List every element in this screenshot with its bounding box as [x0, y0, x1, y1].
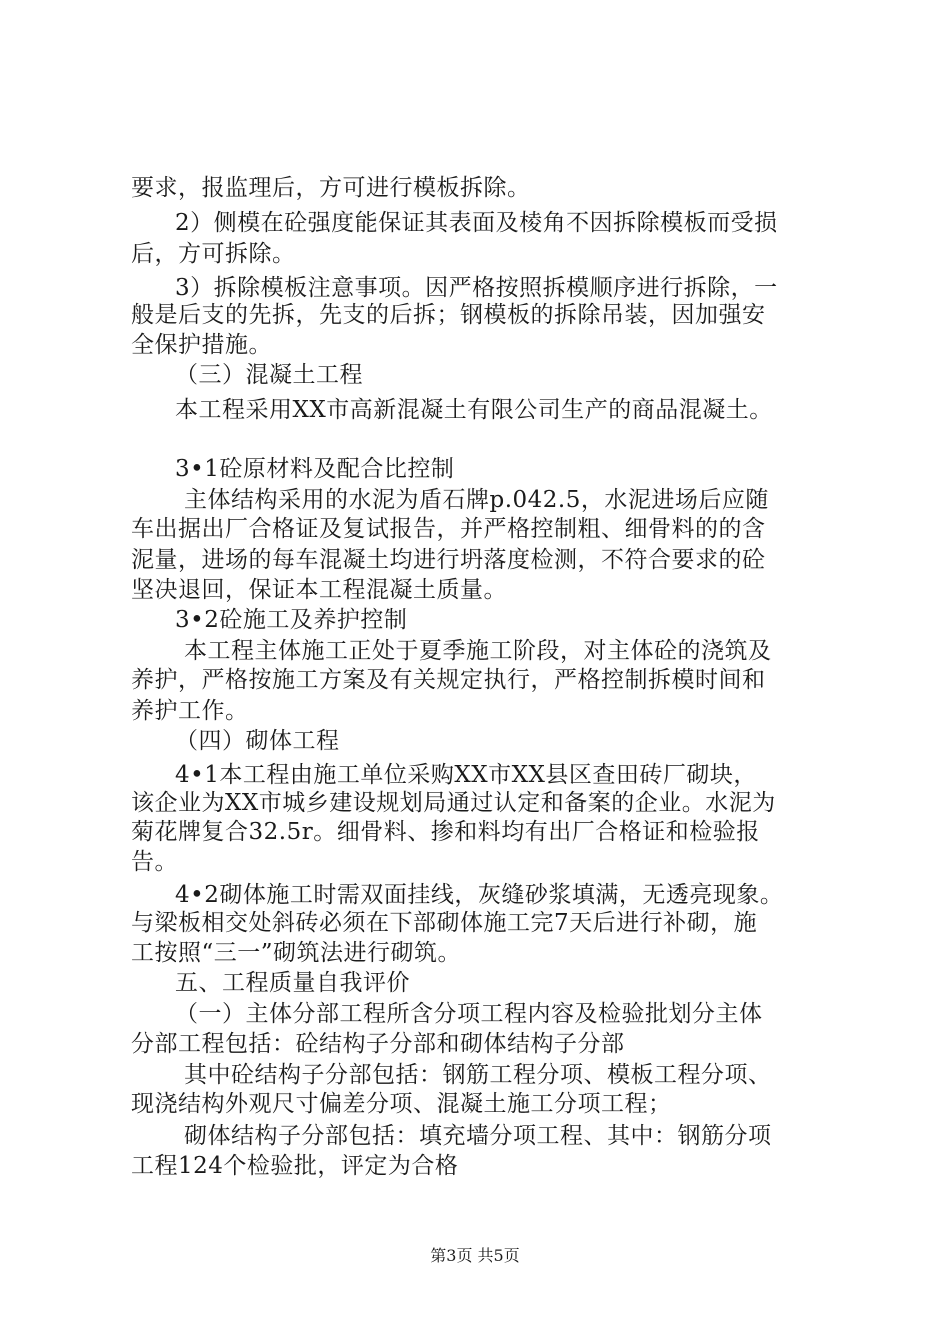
text-line-25: 工按照“三一”砌筑法进行砌筑。 [131, 940, 462, 966]
text-line-20: 该企业为XX市城乡建设规划局通过认定和备案的企业。水泥为 [131, 790, 776, 816]
text-line-23: 4•2砌体施工时需双面挂线，灰缝砂浆填满，无透亮现象。 [175, 882, 784, 908]
text-line-27: （一）主体分部工程所含分项工程内容及检验批划分主体 [175, 1001, 763, 1027]
text-line-12: 泥量，进场的每车混凝土均进行坍落度检测，不符合要求的砼 [131, 547, 766, 573]
text-line-2: 2）侧模在砼强度能保证其表面及棱角不因拆除模板而受损 [175, 210, 778, 236]
text-line-6: 全保护措施。 [131, 332, 272, 358]
text-line-30: 现浇结构外观尺寸偏差分项、混凝土施工分项工程； [131, 1091, 672, 1117]
text-line-5: 般是后支的先拆，先支的后拆；钢模板的拆除吊装，因加强安 [131, 302, 766, 328]
subsection-heading-3-2: 3•2砼施工及养护控制 [175, 607, 408, 633]
text-line-28: 分部工程包括：砼结构子分部和砌体结构子分部 [131, 1031, 625, 1057]
text-line-32: 工程124个检验批，评定为合格 [131, 1153, 459, 1179]
section-heading-4: （四）砌体工程 [175, 728, 340, 754]
text-line-21: 菊花牌复合32.5r。细骨料、掺和料均有出厂合格证和检验报 [131, 819, 760, 845]
text-line-11: 车出据出厂合格证及复试报告，并严格控制粗、细骨料的的含 [131, 516, 766, 542]
text-line-1: 要求，报监理后，方可进行模板拆除。 [131, 175, 531, 201]
text-line-16: 养护，严格按施工方案及有关规定执行，严格控制拆模时间和 [131, 667, 766, 693]
text-line-17: 养护工作。 [131, 698, 249, 724]
subsection-heading-3-1: 3•1砼原材料及配合比控制 [175, 456, 455, 482]
page-number-footer: 第3页 共5页 [430, 1246, 520, 1265]
text-line-24: 与梁板相交处斜砖必须在下部砌体施工完7天后进行补砌，施 [131, 910, 758, 936]
text-line-13: 坚决退回，保证本工程混凝土质量。 [131, 577, 507, 603]
text-line-31: 砌体结构子分部包括：填充墙分项工程、其中：钢筋分项 [184, 1123, 772, 1149]
text-line-29: 其中砼结构子分部包括：钢筋工程分项、模板工程分项、 [184, 1062, 772, 1088]
text-line-3: 后，方可拆除。 [131, 241, 296, 267]
section-heading-3: （三）混凝土工程 [175, 362, 363, 388]
text-line-22: 告。 [131, 849, 178, 875]
text-line-15: 本工程主体施工正处于夏季施工阶段，对主体砼的浇筑及 [184, 638, 772, 664]
text-line-10: 主体结构采用的水泥为盾石牌p.042.5，水泥进场后应随 [184, 487, 769, 513]
section-heading-5: 五、工程质量自我评价 [175, 970, 410, 996]
text-line-19: 4•1本工程由施工单位采购XX市XX县区查田砖厂砌块， [175, 762, 757, 788]
text-line-8: 本工程采用XX市高新混凝土有限公司生产的商品混凝土。 [175, 397, 773, 423]
text-line-4: 3）拆除模板注意事项。因严格按照拆模顺序进行拆除，一 [175, 275, 778, 301]
